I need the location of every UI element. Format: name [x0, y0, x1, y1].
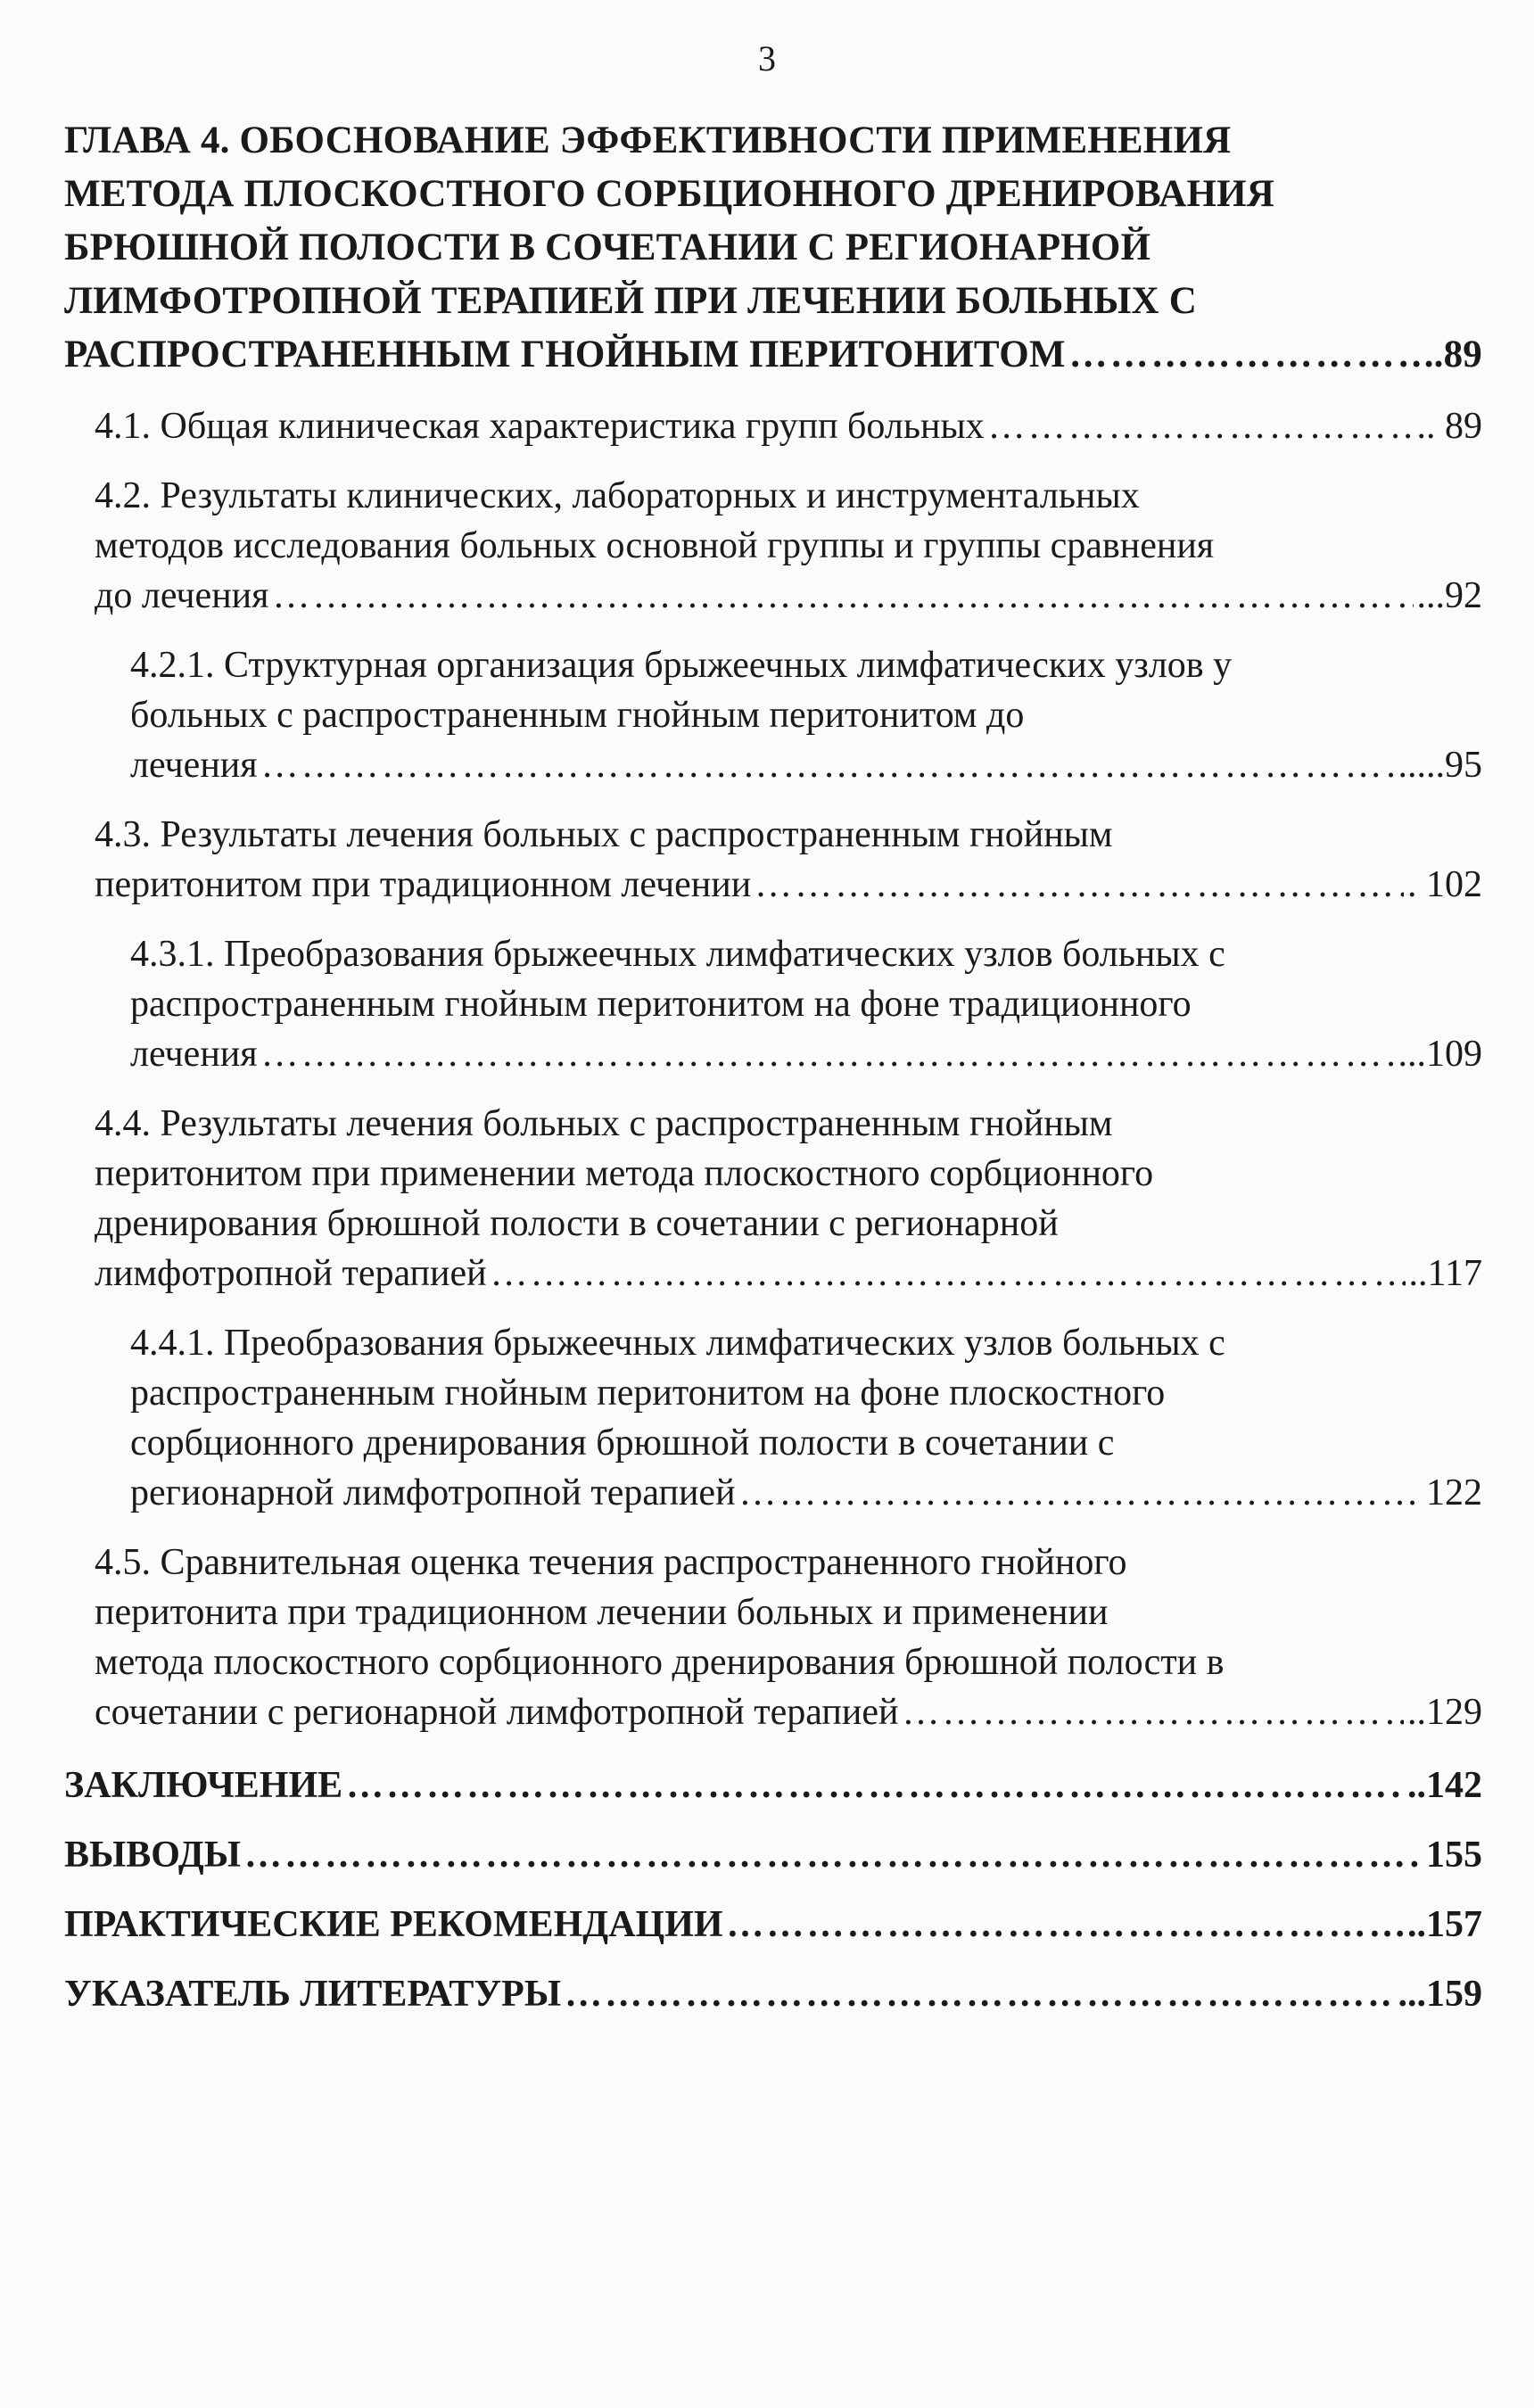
toc-line: БРЮШНОЙ ПОЛОСТИ В СОЧЕТАНИИ С РЕГИОНАРНОЙ — [64, 227, 1151, 268]
toc-chapter-4 — [64, 114, 1482, 382]
toc-entry-4-4-1 — [64, 1318, 1482, 1518]
table-of-contents — [64, 114, 1482, 2019]
toc-line: ГЛАВА 4. ОБОСНОВАНИЕ ЭФФЕКТИВНОСТИ ПРИМЕНЕНИЯ — [64, 120, 1232, 161]
toc-page-number: 122 — [1426, 1472, 1482, 1513]
dot-leader — [491, 1249, 1406, 1299]
toc-line: распространенным гнойным перитонитом на фоне традиционного — [130, 984, 1192, 1025]
toc-page-number: ...109 — [1398, 1034, 1482, 1075]
toc-last-line — [95, 401, 1482, 451]
toc-entry-4-2 — [64, 471, 1482, 621]
toc-last-line — [64, 328, 1482, 382]
toc-last-line — [64, 1761, 1482, 1810]
dot-leader — [244, 1830, 1423, 1880]
toc-page-number: ..157 — [1407, 1904, 1482, 1945]
toc-entry-text: до лечения — [95, 575, 269, 616]
toc-entry-text: УКАЗАТЕЛЬ ЛИТЕРАТУРЫ — [64, 1974, 562, 2015]
toc-section-findings — [64, 1830, 1482, 1880]
toc-line: метода плоскостного сорбционного дренирования брюшной полости в — [95, 1642, 1225, 1683]
toc-line: 4.3.1. Преобразования брыжеечных лимфатических узлов больных с — [130, 934, 1225, 975]
dot-leader — [565, 1969, 1394, 2019]
toc-entry-text: сочетании с регионарной лимфотропной терапией — [95, 1692, 899, 1733]
toc-page-number: ..129 — [1407, 1692, 1482, 1733]
dot-leader — [739, 1468, 1423, 1518]
toc-line: 4.4.1. Преобразования брыжеечных лимфатических узлов больных с — [130, 1323, 1225, 1364]
toc-line: 4.2.1. Структурная организация брыжеечных лимфатических узлов у — [130, 645, 1233, 686]
toc-last-line — [64, 1969, 1482, 2019]
toc-line: сорбционного дренирования брюшной полости в сочетании с — [130, 1423, 1115, 1464]
toc-last-line — [130, 1468, 1482, 1518]
dot-leader — [1069, 328, 1421, 382]
toc-section-references — [64, 1969, 1482, 2019]
toc-page-number: .. 89 — [1416, 406, 1482, 447]
toc-page-number: 155 — [1426, 1835, 1482, 1876]
toc-page-number: .....95 — [1398, 745, 1482, 786]
toc-line: перитонитом при применении метода плоскостного сорбционного — [95, 1153, 1154, 1194]
toc-entry-text: ПРАКТИЧЕСКИЕ РЕКОМЕНДАЦИИ — [64, 1904, 723, 1945]
toc-last-line — [95, 571, 1482, 621]
toc-line: 4.4. Результаты лечения больных с распространенным гнойным — [95, 1103, 1113, 1144]
dot-leader — [272, 571, 1413, 621]
toc-last-line — [95, 860, 1482, 910]
toc-line: 4.2. Результаты клинических, лабораторных и инструментальных — [95, 475, 1140, 516]
toc-entry-text: перитонитом при традиционном лечении — [95, 864, 752, 905]
dot-leader — [727, 1900, 1404, 1950]
toc-line: больных с распространенным гнойным перитонитом до — [130, 695, 1025, 736]
toc-line: МЕТОДА ПЛОСКОСТНОГО СОРБЦИОННОГО ДРЕНИРОВАНИЯ — [64, 173, 1274, 215]
toc-line: методов исследования больных основной группы и группы сравнения — [95, 525, 1215, 566]
toc-entry-text: лимфотропной терапией — [95, 1253, 487, 1294]
toc-section-recommendations — [64, 1900, 1482, 1950]
dot-leader — [346, 1761, 1404, 1810]
dot-leader — [755, 860, 1404, 910]
toc-page-number: ..142 — [1407, 1765, 1482, 1806]
toc-entry-text: 4.1. Общая клиническая характеристика групп больных — [95, 406, 985, 447]
dot-leader — [261, 740, 1395, 790]
toc-entry-4-5 — [64, 1538, 1482, 1737]
toc-page-number: ..89 — [1423, 334, 1482, 375]
toc-page-number: ...92 — [1416, 575, 1482, 616]
toc-entry-text: РАСПРОСТРАНЕННЫМ ГНОЙНЫМ ПЕРИТОНИТОМ — [64, 334, 1066, 375]
toc-last-line — [64, 1830, 1482, 1880]
toc-last-line — [130, 740, 1482, 790]
toc-entry-4-4 — [64, 1099, 1482, 1299]
toc-entry-4-3-1 — [64, 929, 1482, 1079]
toc-section-conclusion — [64, 1761, 1482, 1810]
toc-entry-4-2-1 — [64, 640, 1482, 790]
toc-page-number: ...159 — [1398, 1974, 1482, 2015]
toc-entry-text: лечения — [130, 1034, 258, 1075]
toc-line: дренирования брюшной полости в сочетании с регионарной — [95, 1203, 1059, 1244]
toc-last-line — [95, 1687, 1482, 1737]
toc-entry-4-3 — [64, 810, 1482, 910]
toc-page-number: ..117 — [1408, 1253, 1482, 1294]
dot-leader — [988, 401, 1414, 451]
toc-last-line — [64, 1900, 1482, 1950]
toc-line: ЛИМФОТРОПНОЙ ТЕРАПИЕЙ ПРИ ЛЕЧЕНИИ БОЛЬНЫХ С — [64, 280, 1197, 322]
toc-page-number: . 102 — [1407, 864, 1482, 905]
toc-last-line — [95, 1249, 1482, 1299]
toc-entry-text: регионарной лимфотропной терапией — [130, 1472, 736, 1513]
toc-entry-text: ВЫВОДЫ — [64, 1835, 241, 1876]
dot-leader — [261, 1029, 1395, 1079]
toc-line: распространенным гнойным перитонитом на фоне плоскостного — [130, 1373, 1166, 1414]
toc-line: 4.3. Результаты лечения больных с распространенным гнойным — [95, 814, 1113, 855]
dot-leader — [902, 1687, 1404, 1737]
toc-entry-text: лечения — [130, 745, 258, 786]
page-number: 3 — [758, 38, 776, 78]
toc-entry-4-1 — [64, 401, 1482, 451]
toc-last-line — [130, 1029, 1482, 1079]
toc-line: 4.5. Сравнительная оценка течения распространенного гнойного — [95, 1542, 1127, 1583]
toc-line: перитонита при традиционном лечении больных и применении — [95, 1592, 1109, 1633]
toc-entry-text: ЗАКЛЮЧЕНИЕ — [64, 1765, 343, 1806]
